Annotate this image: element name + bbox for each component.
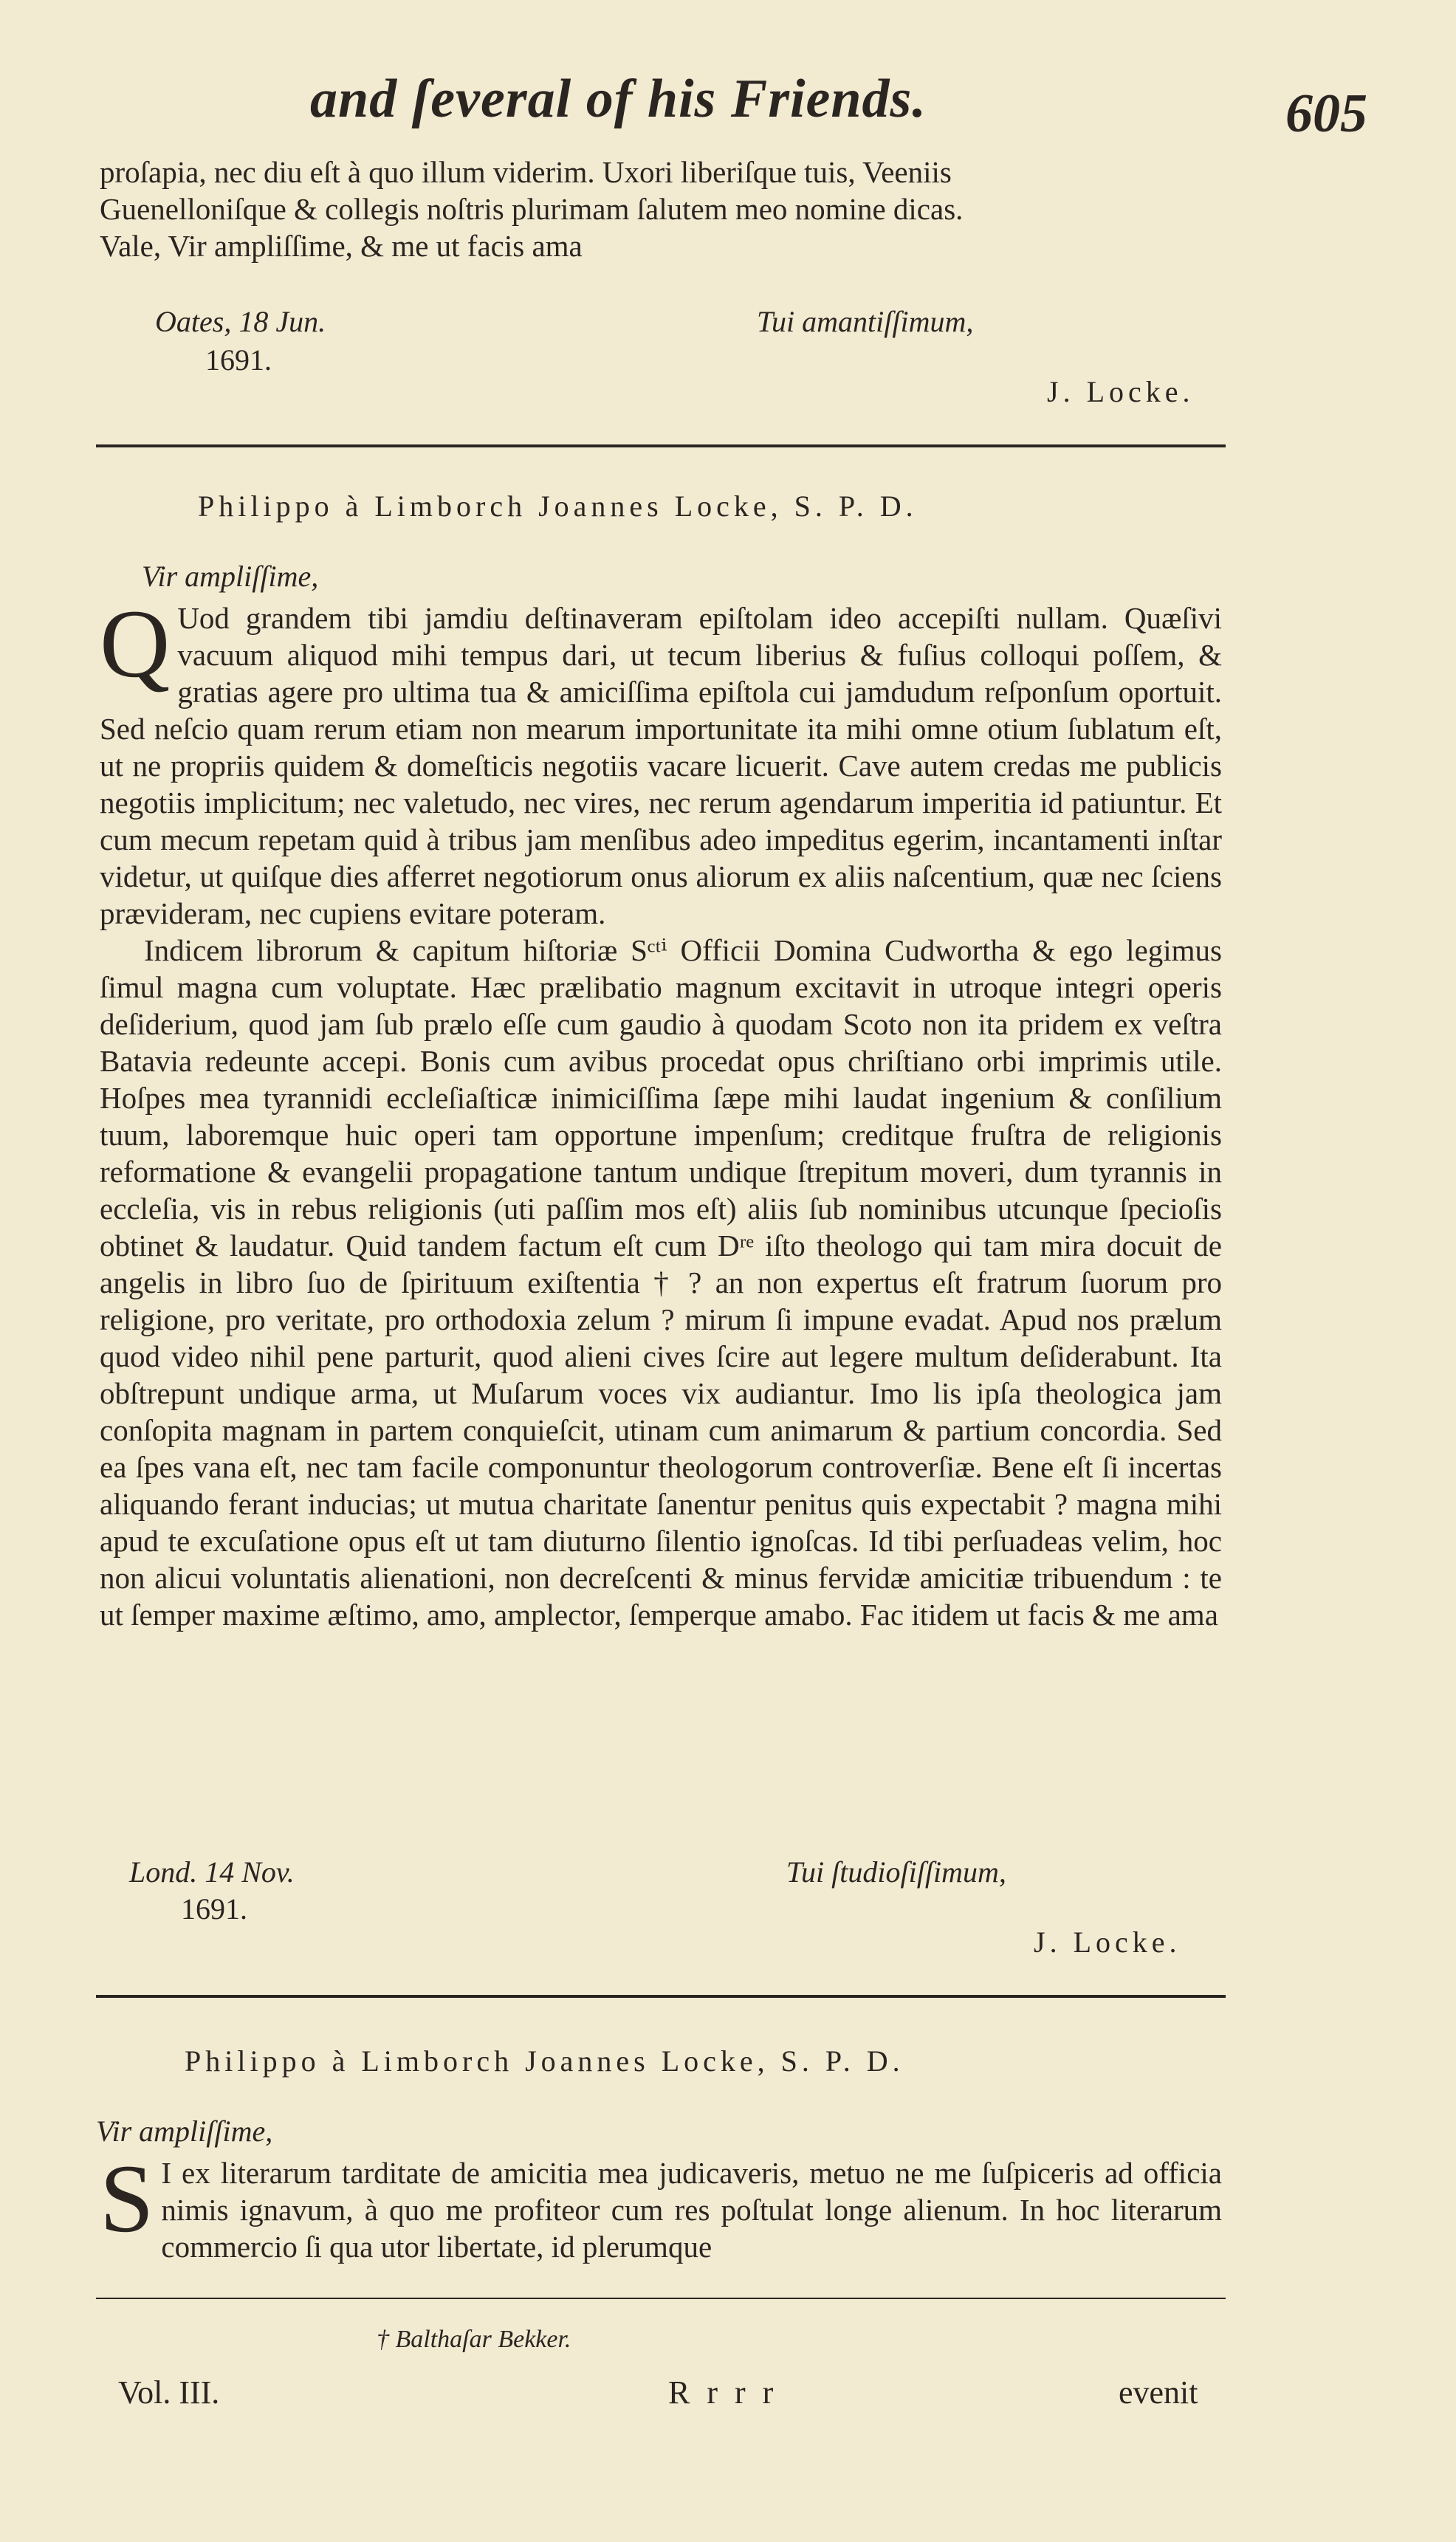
letter1-place-date: Oates, 18 Jun. [155,305,326,338]
letter2-closing: Tui ſtudioſiſſimum, [786,1855,1006,1889]
text-line: proſapia, nec diu eſt à quo illum viderim. Uxori liberiſque tuis, Veeniis [100,155,952,189]
signature-mark: R r r r [668,2374,778,2411]
letter2-year: 1691. [181,1892,247,1926]
letter2-signature: J. Locke. [1034,1926,1181,1959]
letter2-heading: Philippo à Limborch Joannes Locke, S. P. D. [198,489,918,523]
letter2-place-date: Lond. 14 Nov. [129,1855,295,1889]
footnote: † Balthaſar Bekker. [377,2326,571,2353]
letter2-paragraph-1: Uod grandem tibi jamdiu deſtinaveram epiſtolam ideo accepiſti nullam. Quæſivi vacuum aliquod mihi tempus dari, ut tecum liberius & fuſius colloqui poſſem, & gratias agere pro ultima tua & amiciſſima epiſtola cui jamdudum reſponſum oportuit. Sed neſcio quam rerum etiam non mearum importunitate ita mihi omne otium ſublatum eſt, ut ne propriis quidem & domeſticis negotiis vacare licuerit. Cave autem credas me publicis negotiis implicitum; nec valetudo, nec vires, nec rerum agendarum imperitia id patiuntur. Et cum mecum repetam quid à tribus jam menſibus adeo impeditus egerim, incantamenti inſtar videtur, ut quiſque dies afferret negotiorum onus aliorum ex aliis naſcentium, quæ nec ſciens prævideram, nec cupiens evitare poteram. [100,601,1222,930]
page-number: 605 [1285,83,1367,144]
letter1-closing: Tui amantiſſimum, [757,305,974,338]
section-rule [96,1995,1226,1998]
text-line: Vale, Vir ampliſſime, & me ut facis ama [100,229,583,263]
letter3-paragraph-1: I ex literarum tarditate de amicitia mea judicaveris, metuo ne me ſuſpiceris ad officia nimis ignavum, à quo me profiteor cum res poſtulat longe alienum. In hoc literarum commercio ſi qua utor libertate, id plerumque [161,2156,1222,2264]
catchword: evenit [1119,2374,1198,2411]
drop-capital: S [100,2144,154,2253]
volume-label: Vol. III. [118,2374,220,2411]
letter2-salutation: Vir ampliſſime, [142,560,319,593]
footnote-rule [96,2298,1226,2299]
letter1-continuation [100,154,1222,264]
running-title: and ſeveral of his Friends. [310,69,927,129]
section-rule [96,444,1226,447]
letter1-year: 1691. [205,343,272,377]
letter2-body [100,589,1222,1633]
letter1-signature: J. Locke. [1047,375,1195,408]
letter3-salutation: Vir ampliſſime, [96,2115,273,2148]
text-line: Guenelloniſque & collegis noſtris plurimam ſalutem meo nomine dicas. [100,192,964,226]
letter3-body [100,2144,1222,2265]
drop-capital: Q [100,589,171,698]
letter2-paragraph-2: Indicem librorum & capitum hiſtoriæ Sᶜᵗⁱ Officii Domina Cudwortha & ego legimus ſimul magna cum voluptate. Hæc prælibatio magnum excitavit in utroque integri operis deſiderium, quod jam ſub prælo eſſe cum gaudio à quodam Scoto non ita pridem ex veſtra Batavia redeunte accepi. Bonis cum avibus procedat opus chriſtiano orbi imprimis utile. Hoſpes mea tyrannidi eccleſiaſticæ inimiciſſima ſæpe mihi laudat ingenium & conſilium tuum, laboremque huic operi tam opportune impenſum; creditque fruſtra de religionis reformatione & evangelii propagatione tantum undique ſtrepitum moveri, dum tyrannis in eccleſia, vis in rebus religionis (uti paſſim mos eſt) aliis ſub nominibus utcunque ſpecioſis obtinet & laudatur. Quid tandem factum eſt cum Dʳᵉ iſto theologo qui tam mira docuit de angelis in libro ſuo de ſpirituum exiſtentia † ? an non expertus eſt fratrum ſuorum pro religione, pro veritate, pro orthodoxia zelum ? mirum ſi impune evadat. Apud nos prælum quod video nihil pene parturit, quod alieni cives ſcire aut legere multum deſiderabunt. Ita obſtrepunt undique arma, ut Muſarum voces vix audiantur. Imo lis ipſa theologica jam conſopita magnam in partem conquieſcit, utinam cum animarum & partium concordia. Sed ea ſpes vana eſt, nec tam facile componuntur theologorum controverſiæ. Bene eſt ſi incertas aliquando ferant inducias; ut mutua charitate ſanentur penitus quis expectabit ? magna mihi apud te excuſatione opus eſt ut tam diuturno ſilentio ignoſcas. Id tibi perſuadeas velim, hoc non alicui voluntatis alienationi, non decreſcenti & minus fervidæ amicitiæ tribuendum : te ut ſemper maxime æſtimo, amo, amplector, ſemperque amabo. Fac itidem ut facis & me ama [100,933,1222,1632]
letter3-heading: Philippo à Limborch Joannes Locke, S. P. D. [185,2044,904,2078]
